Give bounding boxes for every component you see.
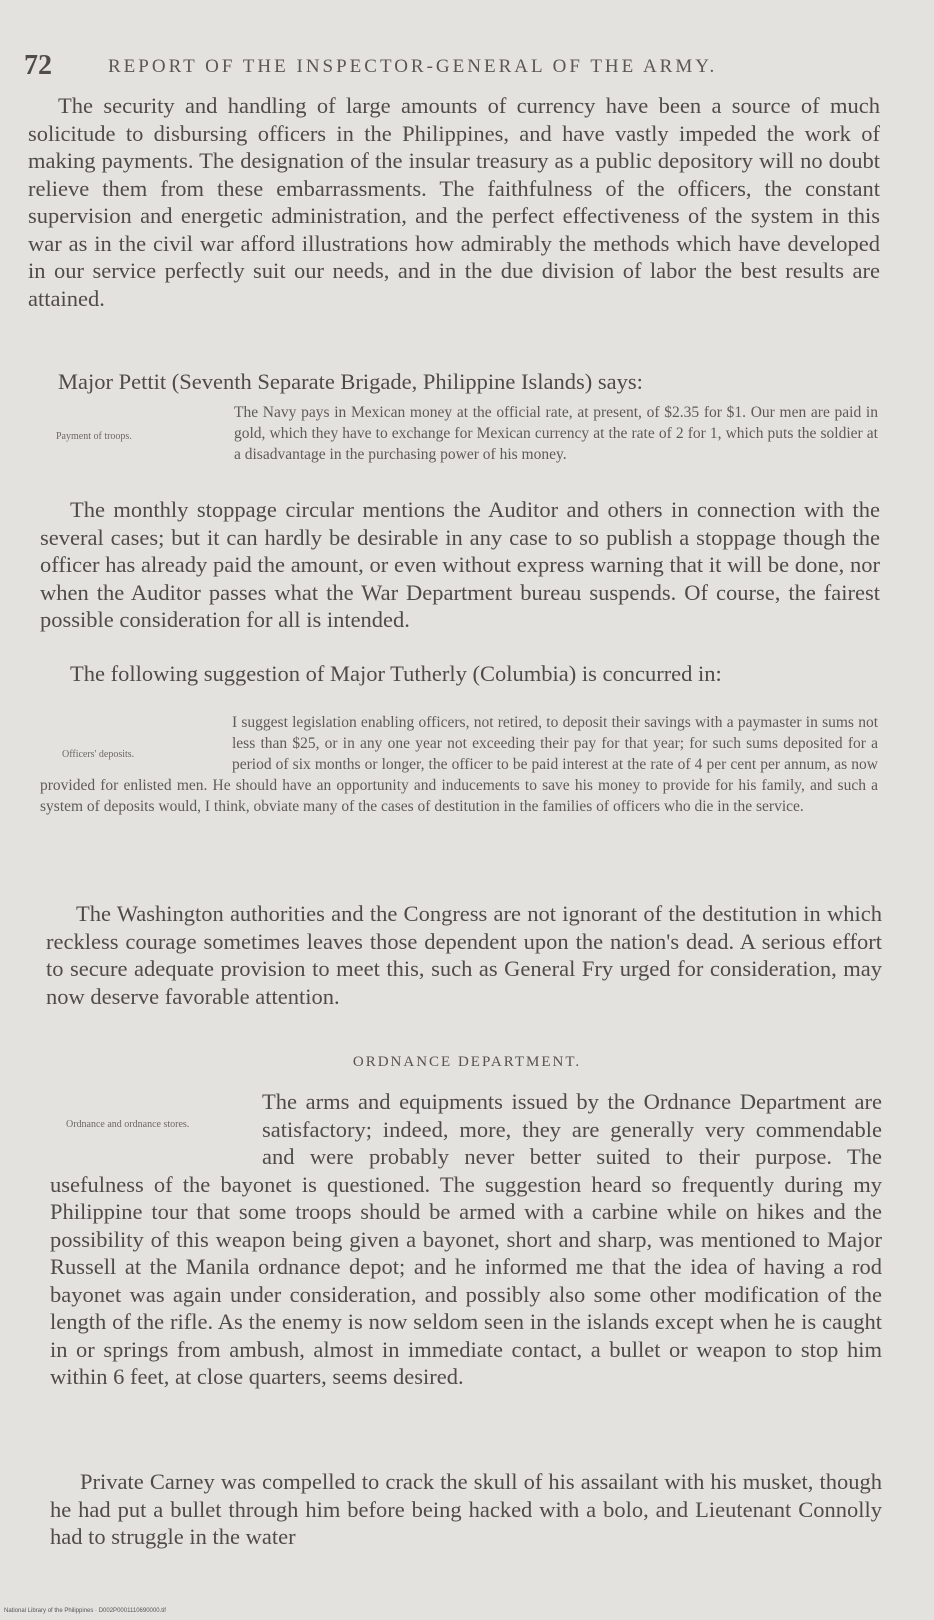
paragraph-arms-text: The arms and equipments issued by the Ordnance Department are satisfactory; indeed, more, they are generally very commendable and were probably never better suited to their purpose. The usefulness of the bayonet is questioned. The suggestion heard so frequently during my Philippine tour that some troops should be armed with a carbine while on hikes and the possibility of this weapon being given a bayonet, short and sharp, was mentioned to Major Russell at the Manila ordnance depot; and he informed me that the idea of having a rod bayonet was again under consideration, and possibly also some other modification of the length of the rifle. As the enemy is now seldom seen in the islands except when he is caught in or springs from ambush, almost in immediate contact, a bullet or weapon to stop him within 6 feet, at close quarters, seems desired. <box>50 1089 882 1389</box>
paragraph-arms <box>50 1088 882 1391</box>
side-note-payment: Payment of troops. <box>56 431 132 442</box>
section-heading: ORDNANCE DEPARTMENT. <box>352 1054 582 1070</box>
paragraph-destitution: The Washington authorities and the Congress are not ignorant of the destitution in which reckless courage sometimes leaves those dependent upon the nation's dead. A serious effort to secure adequate provision to meet this, such as General Fry urged for consideration, may now deserve favorable attention. <box>46 901 882 1009</box>
paragraph-pettit-intro: Major Pettit (Seventh Separate Brigade, Philippine Islands) says: <box>58 369 643 394</box>
quote-tutherly <box>40 712 878 817</box>
scan-footer: National Library of the Philippines · D002P0001110690000.tif <box>4 1608 166 1614</box>
page-header <box>24 50 884 84</box>
indent-spacer <box>50 1088 262 1170</box>
running-title: REPORT OF THE INSPECTOR-GENERAL OF THE ARMY. <box>108 56 718 77</box>
quote-pettit-text: The Navy pays in Mexican money at the official rate, at present, of $2.35 for $1. Our men are paid in gold, which they have to exchange for Mexican currency at the rate of 2 for 1, which puts the soldier at a disadvantage in the purchasing power of his money. <box>234 404 878 463</box>
quote-pettit <box>28 402 878 465</box>
indent-spacer <box>40 712 232 775</box>
paragraph-currency: The security and handling of large amounts of currency have been a source of much solicitude to disbursing officers in the Philippines, and have vastly impeded the work of making payments. The designation of the insular treasury as a public depository will no doubt relieve them from these embarrassments. The faithfulness of the officers, the constant supervision and energetic administration, and the perfect effectiveness of the system in this war as in the civil war afford illustrations how admirably the methods which have developed in our service perfectly suit our needs, and in the due division of labor the best results are attained. <box>28 93 880 311</box>
page-number: 72 <box>24 50 52 81</box>
paragraph-stoppage: The monthly stoppage circular mentions the Auditor and others in connection with the several cases; but it can hardly be desirable in any case to so publish a stoppage though the officer has already paid the amount, or even without express warning that it will be done, nor when the Auditor passes what the War Department bureau suspends. Of course, the fairest possible consideration for all is intended. <box>40 497 880 632</box>
side-note-ordnance: Ordnance and ordnance stores. <box>66 1119 190 1130</box>
paragraph-carney: Private Carney was compelled to crack the skull of his assailant with his musket, though he had put a bullet through him before being hacked with a bolo, and Lieutenant Connolly had to struggle in the water <box>50 1469 882 1549</box>
side-note-deposits: Officers' deposits. <box>62 749 135 760</box>
paragraph-tutherly-intro: The following suggestion of Major Tutherly (Columbia) is concurred in: <box>70 661 722 686</box>
quote-tutherly-text: I suggest legislation enabling officers, not retired, to deposit their savings with a paymaster in sums not less than $25, or in any one year not exceeding their pay for that year; for such sums deposited for a period of six months or longer, the officer to be paid interest at the rate of 4 per cent per annum, as now provided for enlisted men. He should have an opportunity and inducements to save his money to provide for his family, and such a system of deposits would, I think, obviate many of the cases of destitution in the families of officers who die in the service. <box>40 714 878 815</box>
indent-spacer <box>28 402 234 465</box>
